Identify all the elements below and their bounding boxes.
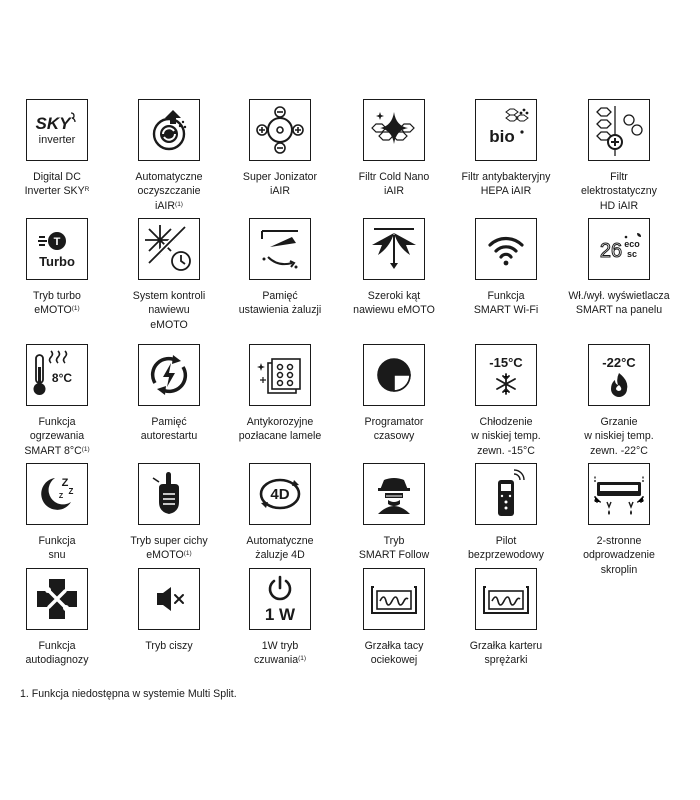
feature-label [450,170,562,199]
feature-label [563,170,675,213]
feature-item [113,344,225,444]
feature-item [338,99,450,199]
feature-label-text: Filtr antybakteryjny HEPA iAIR [461,171,551,198]
crankcase-heater-icon [475,568,537,630]
svg-text:sc: sc [626,249,638,259]
footnote-marker: (1) [81,445,90,453]
feature-label-text: Szeroki kąt nawiewu eMOTO [353,290,435,317]
feature-label-text: Funkcja snu [38,535,76,562]
feature-label [563,289,675,318]
feature-item [113,463,225,563]
feature-label [450,639,562,668]
feature-label [450,534,562,563]
feature-label-text: 1W tryb czuwania [253,640,299,667]
feature-label-text: Tryb SMART Follow [358,535,430,562]
airflow-control-icon [138,218,200,280]
feature-label-text: System kontroli nawiewu eMOTO [132,290,206,331]
svg-text:-22°C: -22°C [602,355,636,370]
feature-label [113,415,225,444]
footnote-marker: (1) [175,200,183,208]
feature-label [113,639,225,653]
feature-item [450,218,562,318]
svg-text:1 W: 1 W [264,605,296,624]
svg-text:-15°C: -15°C [489,355,523,370]
feature-label-text: Filtr elektrostatyczny HD iAIR [581,171,657,212]
standby-1w-icon [249,568,311,630]
feature-item [450,344,562,458]
feature-item [224,218,336,318]
feature-label-text: Pamięć ustawienia żaluzji [238,290,322,317]
feature-item [224,344,336,444]
feature-label [450,415,562,458]
feature-label-text: Funkcja ogrzewania SMART 8°C [24,416,85,457]
feature-item [563,99,675,213]
feature-item [224,99,336,199]
feature-label [450,289,562,318]
feature-label [113,534,225,563]
sky-inverter-icon [26,99,88,161]
cooling-minus15-icon [475,344,537,406]
feature-item [1,463,113,563]
feature-label-text: Tryb super cichy eMOTO [130,535,208,562]
feature-label [224,639,336,668]
feature-label [563,534,675,577]
feature-label-text: Antykorozyjne pozłacane lamele [238,416,322,443]
svg-text:bio: bio [489,127,515,146]
svg-text:eco: eco [624,239,640,249]
gold-fins-icon [249,344,311,406]
feature-label [113,170,225,213]
footnote-marker: (1) [71,305,80,313]
svg-text:Z: Z [61,477,69,489]
feature-label-text: Automatyczne żaluzje 4D [246,535,314,562]
feature-item [338,218,450,318]
feature-item [1,568,113,668]
svg-text:inverter: inverter [38,134,76,146]
timer-icon [363,344,425,406]
turbo-icon [26,218,88,280]
feature-label-text: Pilot bezprzewodowy [468,535,544,562]
feature-label [224,534,336,563]
feature-label [1,170,113,199]
feature-label [338,415,450,444]
feature-label-text: Tryb turbo eMOTO [33,290,81,317]
feature-label-text: Grzanie w niskiej temp. zewn. -22°C [584,416,654,457]
feature-label-text: Digital DC Inverter SKY [24,171,85,198]
auto-clean-iair-icon [138,99,200,161]
cold-nano-filter-icon [363,99,425,161]
svg-text:8°C: 8°C [51,371,73,385]
feature-item [563,463,675,577]
feature-label [1,639,113,668]
feature-item [338,568,450,668]
feature-item [113,218,225,332]
feature-label-text: Pamięć autorestartu [140,416,198,443]
footnote-marker: (1) [298,655,307,663]
feature-label [338,534,450,563]
svg-text:T: T [53,236,61,248]
ionizer-icon [249,99,311,161]
feature-item [450,99,562,199]
feature-label-text: Filtr Cold Nano iAIR [358,171,430,198]
feature-item [450,463,562,563]
feature-label [224,289,336,318]
feature-label-text: Grzałka tacy ociekowej [364,640,424,667]
feature-label [224,415,336,444]
feature-label-text: Tryb ciszy [145,640,193,652]
feature-label-text: Chłodzenie w niskiej temp. zewn. -15°C [471,416,541,457]
wide-airflow-icon [363,218,425,280]
louver-4d-icon [249,463,311,525]
feature-item [113,568,225,653]
footnote: 1. Funkcja niedostępna w systemie Multi Split. [20,688,237,700]
feature-item [113,99,225,213]
feature-label [338,289,450,318]
feature-label [338,170,450,199]
super-quiet-icon [138,463,200,525]
feature-label [338,639,450,668]
feature-label-text: 2-stronne odprowadzenie skroplin [583,535,655,576]
feature-label-text: Automatyczne oczyszczanie iAIR [135,171,203,212]
louver-memory-icon [249,218,311,280]
feature-item [450,568,562,668]
heating-minus22-icon [588,344,650,406]
svg-text:Z: Z [68,487,74,496]
svg-text:26: 26 [599,240,623,262]
feature-item [1,344,113,458]
feature-item [1,218,113,318]
feature-item [338,344,450,444]
feature-label-text: Grzałka karteru sprężarki [469,640,543,667]
feature-item [563,344,675,458]
feature-item [563,218,675,318]
wifi-icon [475,218,537,280]
feature-item [1,99,113,199]
hepa-filter-icon [475,99,537,161]
heating-8c-icon [26,344,88,406]
self-diagnosis-icon [26,568,88,630]
sleep-icon [26,463,88,525]
feature-label-text: Funkcja SMART Wi-Fi [473,290,539,317]
condensate-drain-icon [588,463,650,525]
feature-label [563,415,675,458]
mute-icon [138,568,200,630]
svg-text:SKY: SKY [35,114,71,133]
feature-label [1,289,113,318]
feature-item [338,463,450,563]
feature-label-text: Funkcja autodiagnozy [25,640,89,667]
feature-item [224,463,336,563]
feature-label-text: Programator czasowy [364,416,424,443]
feature-label-text: Super Jonizator iAIR [242,171,318,198]
feature-label [1,415,113,458]
feature-label [1,534,113,563]
remote-control-icon [475,463,537,525]
drip-tray-heater-icon [363,568,425,630]
follow-me-icon [363,463,425,525]
footnote-marker: R [84,186,90,194]
feature-label-text: Wł./wył. wyświetlacza SMART na panelu [568,290,670,317]
feature-label [224,170,336,199]
svg-text:Turbo: Turbo [39,254,75,269]
footnote-marker: (1) [183,550,192,558]
auto-restart-icon [138,344,200,406]
svg-text:Z: Z [58,493,64,500]
feature-item [224,568,336,668]
feature-label [113,289,225,332]
svg-text:4D: 4D [270,486,290,503]
eco-display-icon [588,218,650,280]
electrostatic-filter-icon [588,99,650,161]
